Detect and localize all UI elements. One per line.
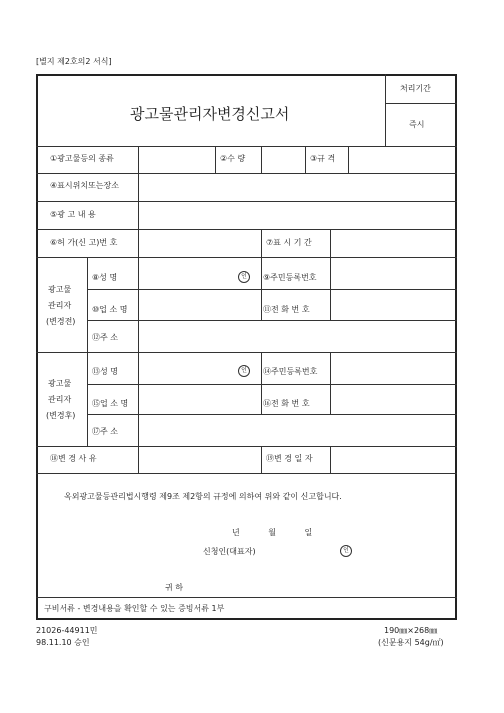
row2-divider [138,173,139,201]
paper-size: 190㎜×268㎜ [384,626,438,635]
display-period-label: ⑦표 시 기 간 [266,238,312,247]
form-number-note: [별지 제2호의2 서식] [36,57,112,66]
paper-type: (신문용지 54g/㎡) [378,638,444,647]
ad-type-label: ①광고물등의 종류 [50,154,114,163]
before-row2-bottom [87,320,457,321]
row4-divider-a [138,229,139,257]
after-business-label: ⑮업 소 명 [92,399,129,408]
after-name-label: ⑬성 명 [92,367,118,376]
declaration-bottom [36,597,457,598]
recipient-label: 귀 하 [165,583,183,592]
row1-divider-a [138,146,139,173]
form-code: 21026-44911민 [36,626,98,635]
processing-line [385,103,457,104]
after-row2-bottom [87,414,457,415]
after-group-line3: (변경후) [46,411,76,420]
after-mid-divider [261,352,262,414]
processing-divider [385,74,386,146]
after-address-label: ⑰주 소 [92,427,118,436]
row1-divider-e [348,146,349,173]
before-address-label: ⑫주 소 [92,333,118,342]
row1-divider-d [305,146,306,173]
before-label-divider [138,257,139,352]
before-group-line3: (변경전) [46,317,76,326]
display-location-label: ④표시위치또는장소 [50,181,119,190]
title-bottom-line [36,146,457,147]
row1-bottom [36,173,457,174]
after-group-line1: 광고물 [48,379,72,388]
change-row-bottom [36,473,457,474]
before-seal-mark: 인 [238,271,250,283]
processing-period-value: 즉시 [409,120,425,129]
row3-divider [138,201,139,229]
row4-divider-c [330,229,331,257]
before-group-bottom [36,352,457,353]
applicant-label: 신청인(대표자) [203,547,256,556]
date-line: 년 월 일 [232,528,313,537]
change-date-label: ⑲변 경 일 자 [266,454,313,463]
after-right-divider [330,352,331,414]
after-group-bottom [36,446,457,447]
change-row-divider-a [138,446,139,473]
required-documents: 구비서류 - 변경내용을 확인할 수 있는 증빙서류 1부 [44,604,225,613]
before-name-label: ⑧성 명 [92,273,118,282]
after-label-divider [138,352,139,446]
quantity-label: ②수 량 [220,154,246,163]
row1-divider-c [261,146,262,173]
after-group-line2: 관리자 [48,395,72,404]
processing-period-label: 처리기간 [400,84,431,93]
before-group-line2: 관리자 [48,301,72,310]
after-rrn-label: ⑭주민등록번호 [263,367,318,376]
after-phone-label: ⑯전 화 번 호 [263,399,310,408]
change-row-divider-c [330,446,331,473]
after-row1-bottom [87,384,457,385]
form-title: 광고물관리자변경신고서 [130,105,290,123]
before-group-divider [87,257,88,352]
after-seal-mark: 인 [238,365,250,377]
row3-bottom [36,229,457,230]
before-row1-bottom [87,289,457,290]
before-group-line1: 광고물 [48,285,72,294]
applicant-seal-mark: 인 [340,545,352,557]
row4-bottom [36,257,457,258]
before-phone-label: ⑪전 화 번 호 [263,305,310,314]
after-group-divider [87,352,88,446]
approval-date: 98.11.10 승인 [36,638,90,647]
change-row-divider-b [261,446,262,473]
before-rrn-label: ⑨주민등록번호 [263,273,317,282]
ad-content-label: ⑤광 고 내 용 [50,210,96,219]
change-reason-label: ⑱변 경 사 유 [50,454,97,463]
row1-divider-b [215,146,216,173]
row4-divider-b [261,229,262,257]
permit-number-label: ⑥허 가(신 고)번 호 [50,238,118,247]
before-business-label: ⑩업 소 명 [92,305,128,314]
declaration-text: 옥외광고물등관리법시행령 제9조 제2항의 규정에 의하여 위와 같이 신고합니다. [64,492,342,501]
size-label: ③규 격 [310,154,336,163]
row2-bottom [36,201,457,202]
